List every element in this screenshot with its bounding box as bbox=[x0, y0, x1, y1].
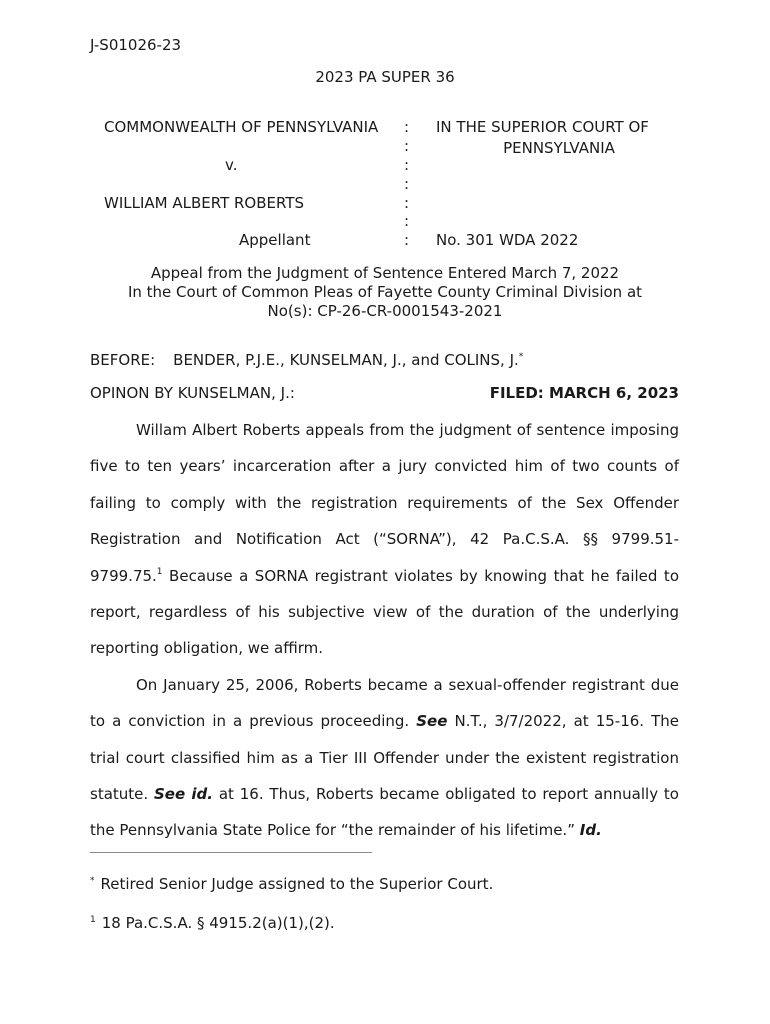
appeal-line: In the Court of Common Pleas of Fayette County Criminal Division at bbox=[127, 283, 643, 301]
paragraph bbox=[90, 412, 679, 667]
paragraph bbox=[90, 667, 679, 849]
caption-colon: : bbox=[404, 137, 410, 155]
caption-colon: : bbox=[404, 175, 410, 193]
defendant-name: WILLIAM ALBERT ROBERTS bbox=[104, 194, 305, 212]
caption-colon: : bbox=[404, 156, 410, 174]
caption-colon: : bbox=[404, 231, 410, 249]
caption-colon: : bbox=[404, 194, 410, 212]
appeal-line: No(s): CP-26-CR-0001543-2021 bbox=[267, 302, 503, 320]
citation-signal: See id. bbox=[153, 785, 213, 804]
plaintiff-name: COMMONWEALTH OF PENNSYLVANIA bbox=[104, 118, 379, 136]
footnote bbox=[90, 914, 335, 932]
citation-signal: See bbox=[416, 712, 448, 731]
caption-colon: : bbox=[404, 212, 410, 230]
paragraph-text: at 16. Thus, Roberts became obligated to report annually to the Pennsylvania State Police for “the remainder of his lifetime.” bbox=[90, 785, 679, 840]
versus-label: v. bbox=[225, 156, 238, 174]
paragraph-text: Because a SORNA registrant violates by knowing that he failed to report, regardless of his subjective view of the duration of the underlying reporting obligation, we affirm. bbox=[90, 566, 679, 658]
paragraph-text: N.T., 3/7/2022, at 15-16. The trial court classified him as a Tier III Offender under the existent registration statute. bbox=[90, 712, 679, 804]
footnote-marker: * bbox=[518, 352, 524, 362]
footnote-ref[interactable]: 1 bbox=[156, 566, 163, 577]
opinion-body bbox=[90, 412, 679, 849]
paragraph-text: Willam Albert Roberts appeals from the judgment of sentence imposing five to ten years’ incarceration after a jury convicted him of two counts of failing to comply with the registration requirements of the Sex Offender Registration and Notification Act (“SORNA”), 42 Pa.C.S.A. §§ 9799.51-9799.75. bbox=[90, 421, 679, 585]
footnote bbox=[90, 875, 493, 893]
footnote-text: Retired Senior Judge assigned to the Superior Court. bbox=[100, 875, 494, 893]
panel-judges: BENDER, P.J.E., KUNSELMAN, J., and COLINS, J. bbox=[173, 351, 519, 369]
docket-number: J-S01026-23 bbox=[90, 36, 182, 54]
before-label: BEFORE: bbox=[90, 351, 156, 369]
paragraph-text: On January 25, 2006, Roberts became a sexual-offender registrant due to a conviction in a previous proceeding. bbox=[90, 675, 679, 731]
case-number: No. 301 WDA 2022 bbox=[436, 231, 579, 249]
caption-colon: : bbox=[404, 118, 410, 136]
footnote-text: 18 Pa.C.S.A. § 4915.2(a)(1),(2). bbox=[101, 914, 335, 932]
footnote-marker: * bbox=[90, 876, 95, 886]
footnote-divider bbox=[90, 852, 372, 853]
court-name-line2: PENNSYLVANIA bbox=[503, 139, 615, 157]
case-citation: 2023 PA SUPER 36 bbox=[315, 68, 455, 86]
filed-date: FILED: MARCH 6, 2023 bbox=[489, 384, 679, 402]
citation-signal: Id. bbox=[579, 821, 602, 840]
appellant-label: Appellant bbox=[239, 231, 311, 249]
appeal-info bbox=[0, 264, 770, 321]
court-name-line1: IN THE SUPERIOR COURT OF bbox=[436, 118, 649, 136]
panel-line bbox=[90, 351, 523, 369]
opinion-author: OPINON BY KUNSELMAN, J.: bbox=[90, 384, 295, 402]
footnote-marker: 1 bbox=[90, 915, 96, 925]
appeal-line: Appeal from the Judgment of Sentence Entered March 7, 2022 bbox=[150, 264, 620, 282]
